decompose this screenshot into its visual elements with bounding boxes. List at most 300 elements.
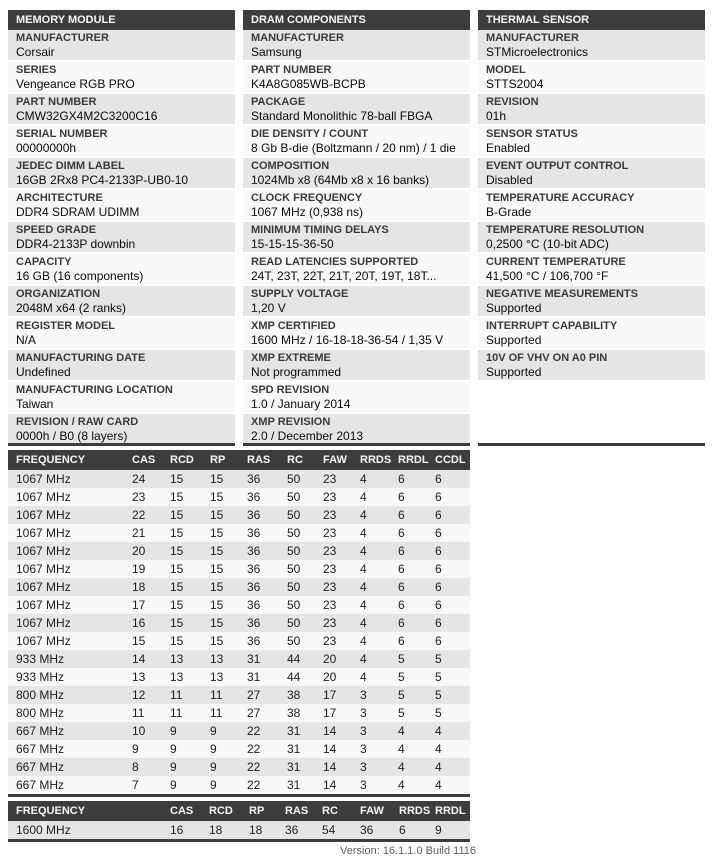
- timing-cell: 36: [247, 544, 261, 558]
- field-row: [478, 350, 705, 380]
- field-row: [8, 222, 235, 252]
- timing-cell: 3: [360, 742, 367, 756]
- timing-cell: 15: [170, 544, 184, 558]
- timing-cell: 38: [287, 688, 301, 702]
- table-row: [8, 596, 470, 614]
- field-value: Enabled: [486, 141, 531, 155]
- timing-cell: 20: [323, 652, 337, 666]
- field-value: N/A: [16, 333, 37, 347]
- timing-cell: 8: [132, 760, 139, 774]
- field-row: [243, 30, 470, 60]
- timing-cell: 36: [285, 823, 299, 837]
- timing-cell: 6: [435, 544, 442, 558]
- field-value: DDR4-2133P downbin: [16, 237, 136, 251]
- frequency-cell: 1067 MHz: [16, 472, 71, 486]
- timing-cell: 15: [210, 562, 224, 576]
- field-label: MANUFACTURING LOCATION: [16, 384, 173, 396]
- field-value: 16GB 2Rx8 PC4-2133P-UB0-10: [16, 173, 189, 187]
- timing-cell: 15: [210, 526, 224, 540]
- panel-dram-components: [243, 10, 470, 446]
- timing-cell: 6: [435, 490, 442, 504]
- timing-cell: 15: [210, 616, 224, 630]
- field-label: MODEL: [486, 64, 526, 76]
- timing-cell: 22: [247, 778, 261, 792]
- field-value: Supported: [486, 301, 542, 315]
- frequency-cell: 1067 MHz: [16, 616, 71, 630]
- panel-fields: [478, 30, 705, 380]
- timing-cell: 36: [247, 616, 261, 630]
- timing-cell: 36: [247, 526, 261, 540]
- field-label: INTERRUPT CAPABILITY: [486, 320, 618, 332]
- field-label: READ LATENCIES SUPPORTED: [251, 256, 419, 268]
- timing-cell: 17: [132, 598, 146, 612]
- timing-cell: 3: [360, 778, 367, 792]
- field-label: XMP EXTREME: [251, 352, 331, 364]
- table-row: [8, 632, 470, 650]
- timing-cell: 15: [210, 490, 224, 504]
- field-label: DIE DENSITY / COUNT: [251, 128, 369, 140]
- timing-cell: 6: [398, 616, 405, 630]
- timing-cell: 15: [210, 544, 224, 558]
- field-value: Undefined: [16, 365, 71, 379]
- timing-cell: 15: [170, 598, 184, 612]
- field-label: XMP CERTIFIED: [251, 320, 336, 332]
- timing-cell: 15: [210, 508, 224, 522]
- timing-cell: 50: [287, 472, 301, 486]
- frequency-cell: 1067 MHz: [16, 562, 71, 576]
- timing-cell: 23: [323, 508, 337, 522]
- field-row: [8, 382, 235, 412]
- field-row: [478, 254, 705, 284]
- frequency-cell: 933 MHz: [16, 652, 65, 666]
- timing-cell: 50: [287, 490, 301, 504]
- jedec-timing-table: [8, 450, 470, 797]
- timing-cell: 23: [323, 616, 337, 630]
- timing-cell: 23: [323, 562, 337, 576]
- timing-cell: 36: [247, 472, 261, 486]
- timing-cell: 16: [132, 616, 146, 630]
- timing-cell: 4: [398, 724, 405, 738]
- timing-cell: 22: [247, 724, 261, 738]
- field-label: COMPOSITION: [251, 160, 330, 172]
- timing-cell: 6: [398, 490, 405, 504]
- field-value: 0000h / B0 (8 layers): [16, 429, 128, 443]
- timing-cell: 36: [247, 490, 261, 504]
- timing-cell: 18: [249, 823, 263, 837]
- timing-cell: 23: [323, 526, 337, 540]
- xmp-timing-table: [8, 801, 470, 842]
- timing-cell: 5: [435, 652, 442, 666]
- timing-cell: 4: [435, 760, 442, 774]
- field-label: CLOCK FREQUENCY: [251, 192, 363, 204]
- field-value: 01h: [486, 109, 507, 123]
- field-row: [243, 414, 470, 444]
- field-row: [478, 158, 705, 188]
- field-row: [8, 414, 235, 444]
- timing-cell: 23: [323, 598, 337, 612]
- table-row: [8, 542, 470, 560]
- field-row: [8, 62, 235, 92]
- timing-cell: 22: [132, 508, 146, 522]
- timing-cell: 44: [287, 670, 301, 684]
- timing-cell: 13: [170, 670, 184, 684]
- timing-cell: 15: [210, 580, 224, 594]
- timing-cell: 50: [287, 634, 301, 648]
- timing-cell: 15: [170, 562, 184, 576]
- timing-cell: 36: [247, 508, 261, 522]
- field-label: TEMPERATURE RESOLUTION: [486, 224, 645, 236]
- frequency-cell: 1067 MHz: [16, 598, 71, 612]
- timing-cell: 9: [170, 724, 177, 738]
- field-row: [8, 190, 235, 220]
- timing-cell: 3: [360, 724, 367, 738]
- frequency-cell: 1067 MHz: [16, 634, 71, 648]
- column-header: RC: [287, 454, 303, 466]
- timing-cell: 15: [170, 472, 184, 486]
- field-value: 8 Gb B-die (Boltzmann / 20 nm) / 1 die: [251, 141, 456, 155]
- field-value: 2.0 / December 2013: [251, 429, 364, 443]
- timing-cell: 11: [132, 706, 145, 720]
- timing-cell: 14: [323, 742, 337, 756]
- field-label: PACKAGE: [251, 96, 306, 108]
- field-label: SUPPLY VOLTAGE: [251, 288, 349, 300]
- timing-cell: 5: [398, 706, 405, 720]
- timing-cell: 6: [398, 526, 405, 540]
- column-header: FREQUENCY: [16, 805, 86, 817]
- field-row: [243, 382, 470, 412]
- timing-cell: 3: [360, 706, 367, 720]
- version-text: Version: 16.1.1.0 Build 1116: [340, 845, 476, 857]
- timing-cell: 6: [435, 562, 442, 576]
- timing-cell: 31: [247, 670, 261, 684]
- field-row: [243, 62, 470, 92]
- table-row: [8, 578, 470, 596]
- timing-cell: 6: [399, 823, 406, 837]
- table-row: [8, 758, 470, 776]
- timing-cell: 5: [398, 688, 405, 702]
- timing-cell: 23: [323, 544, 337, 558]
- timing-cell: 11: [170, 706, 183, 720]
- timing-cell: 4: [360, 670, 367, 684]
- column-header: CCDL: [435, 454, 466, 466]
- timing-cell: 5: [435, 706, 442, 720]
- timing-cell: 4: [435, 724, 442, 738]
- field-value: 15-15-15-36-50: [251, 237, 334, 251]
- column-header: RCD: [209, 805, 233, 817]
- timing-cell: 36: [247, 562, 261, 576]
- timing-cell: 9: [435, 823, 442, 837]
- timing-cell: 17: [323, 706, 337, 720]
- timing-cell: 7: [132, 778, 139, 792]
- timing-cell: 50: [287, 508, 301, 522]
- field-value: Vengeance RGB PRO: [16, 77, 135, 91]
- field-row: [8, 318, 235, 348]
- timing-cell: 4: [360, 616, 367, 630]
- table-row: [8, 704, 470, 722]
- field-value: B-Grade: [486, 205, 532, 219]
- field-row: [478, 222, 705, 252]
- table-row: [8, 668, 470, 686]
- info-panels: [8, 10, 706, 446]
- timing-cell: 23: [323, 634, 337, 648]
- timing-cell: 16: [170, 823, 184, 837]
- column-header: RAS: [285, 805, 309, 817]
- timing-cell: 36: [247, 598, 261, 612]
- frequency-cell: 800 MHz: [16, 688, 65, 702]
- timing-cell: 50: [287, 580, 301, 594]
- field-value: Supported: [486, 333, 542, 347]
- frequency-cell: 667 MHz: [16, 760, 65, 774]
- timing-cell: 4: [398, 760, 405, 774]
- field-value: 1600 MHz / 16-18-18-36-54 / 1,35 V: [251, 333, 444, 347]
- timing-cell: 13: [170, 652, 184, 666]
- table-row: [8, 686, 470, 704]
- timing-cell: 10: [132, 724, 146, 738]
- timing-cell: 23: [323, 472, 337, 486]
- timing-cell: 20: [132, 544, 146, 558]
- table-row: [8, 470, 470, 488]
- frequency-cell: 1067 MHz: [16, 490, 71, 504]
- field-value: Corsair: [16, 45, 55, 59]
- field-value: 1024Mb x8 (64Mb x8 x 16 banks): [251, 173, 430, 187]
- table-row: [8, 488, 470, 506]
- column-header: RP: [249, 805, 265, 817]
- timing-cell: 13: [132, 670, 146, 684]
- field-value: CMW32GX4M2C3200C16: [16, 109, 158, 123]
- timing-cell: 13: [210, 670, 224, 684]
- frequency-cell: 1067 MHz: [16, 508, 71, 522]
- field-label: TEMPERATURE ACCURACY: [486, 192, 635, 204]
- field-label: ORGANIZATION: [16, 288, 101, 300]
- timing-cell: 5: [398, 670, 405, 684]
- timing-cell: 6: [435, 580, 442, 594]
- field-label: MINIMUM TIMING DELAYS: [251, 224, 389, 236]
- table-row: [8, 722, 470, 740]
- field-row: [243, 190, 470, 220]
- timing-cell: 15: [170, 508, 184, 522]
- timing-cell: 14: [323, 760, 337, 774]
- timing-cell: 31: [287, 778, 301, 792]
- timing-cell: 14: [323, 724, 337, 738]
- timing-cell: 6: [398, 544, 405, 558]
- timing-cell: 9: [210, 724, 217, 738]
- timing-cell: 6: [435, 526, 442, 540]
- field-label: MANUFACTURER: [251, 32, 344, 44]
- timing-cell: 6: [435, 472, 442, 486]
- field-row: [8, 94, 235, 124]
- field-row: [478, 286, 705, 316]
- field-row: [243, 318, 470, 348]
- panel-memory-module: [8, 10, 235, 446]
- timing-cell: 18: [209, 823, 223, 837]
- field-label: REVISION: [486, 96, 539, 108]
- field-value: K4A8G085WB-BCPB: [251, 77, 366, 91]
- table-row: [8, 524, 470, 542]
- timing-cell: 4: [360, 652, 367, 666]
- column-header: CAS: [170, 805, 194, 817]
- timing-cell: 31: [247, 652, 261, 666]
- field-value: STMicroelectronics: [486, 45, 589, 59]
- table-row: [8, 650, 470, 668]
- timing-cell: 4: [435, 742, 442, 756]
- table-row: [8, 740, 470, 758]
- timing-cell: 11: [210, 706, 223, 720]
- timing-cell: 15: [210, 634, 224, 648]
- column-header: RRDS: [360, 454, 392, 466]
- timing-cell: 6: [435, 508, 442, 522]
- column-header: RRDL: [435, 805, 466, 817]
- field-label: PART NUMBER: [251, 64, 332, 76]
- timing-cell: 9: [132, 742, 139, 756]
- timing-cell: 22: [247, 742, 261, 756]
- frequency-cell: 1067 MHz: [16, 580, 71, 594]
- field-label: SPEED GRADE: [16, 224, 97, 236]
- timing-cell: 11: [170, 688, 183, 702]
- timing-cell: 36: [360, 823, 374, 837]
- field-row: [8, 30, 235, 60]
- column-header: RRDL: [398, 454, 429, 466]
- field-label: EVENT OUTPUT CONTROL: [486, 160, 629, 172]
- frequency-cell: 667 MHz: [16, 778, 65, 792]
- column-header: RC: [322, 805, 338, 817]
- timing-cell: 31: [287, 742, 301, 756]
- panel-title: THERMAL SENSOR: [478, 10, 705, 30]
- timing-cell: 31: [287, 760, 301, 774]
- table-row: [8, 560, 470, 578]
- frequency-cell: 667 MHz: [16, 742, 65, 756]
- timing-cell: 44: [287, 652, 301, 666]
- field-value: Samsung: [251, 45, 302, 59]
- field-row: [8, 254, 235, 284]
- field-value: Supported: [486, 365, 542, 379]
- timing-cell: 6: [398, 508, 405, 522]
- field-label: REVISION / RAW CARD: [16, 416, 139, 428]
- timing-cell: 36: [247, 634, 261, 648]
- field-value: Disabled: [486, 173, 533, 187]
- field-value: Taiwan: [16, 397, 54, 411]
- timing-cell: 38: [287, 706, 301, 720]
- frequency-cell: 1067 MHz: [16, 526, 71, 540]
- timing-cell: 4: [360, 526, 367, 540]
- timing-cell: 12: [132, 688, 146, 702]
- field-label: ARCHITECTURE: [16, 192, 103, 204]
- table-row: [8, 614, 470, 632]
- column-header: FREQUENCY: [16, 454, 86, 466]
- frequency-cell: 800 MHz: [16, 706, 65, 720]
- field-value: 2048M x64 (2 ranks): [16, 301, 127, 315]
- timing-cell: 23: [323, 580, 337, 594]
- timing-cell: 15: [170, 580, 184, 594]
- field-value: 1.0 / January 2014: [251, 397, 351, 411]
- timing-cell: 15: [210, 598, 224, 612]
- timing-cell: 50: [287, 616, 301, 630]
- field-label: NEGATIVE MEASUREMENTS: [486, 288, 638, 300]
- column-header: CAS: [132, 454, 156, 466]
- timing-cell: 4: [360, 598, 367, 612]
- timing-cell: 6: [398, 598, 405, 612]
- field-label: SENSOR STATUS: [486, 128, 578, 140]
- field-row: [243, 222, 470, 252]
- timing-cell: 6: [398, 634, 405, 648]
- timing-cell: 24: [132, 472, 146, 486]
- timing-cell: 6: [435, 598, 442, 612]
- field-value: STTS2004: [486, 77, 544, 91]
- panel-fields: [243, 30, 470, 444]
- field-label: PART NUMBER: [16, 96, 97, 108]
- timing-cell: 21: [132, 526, 146, 540]
- field-label: XMP REVISION: [251, 416, 331, 428]
- timing-cell: 14: [132, 652, 146, 666]
- timing-cell: 4: [360, 508, 367, 522]
- timing-cell: 50: [287, 544, 301, 558]
- field-label: JEDEC DIMM LABEL: [16, 160, 125, 172]
- timing-cell: 31: [287, 724, 301, 738]
- timing-cell: 17: [323, 688, 337, 702]
- timing-cell: 13: [210, 652, 224, 666]
- timing-cell: 3: [360, 688, 367, 702]
- column-header: RAS: [247, 454, 271, 466]
- field-row: [478, 318, 705, 348]
- field-row: [8, 158, 235, 188]
- timing-cell: 15: [170, 634, 184, 648]
- column-header: RCD: [170, 454, 194, 466]
- timing-cell: 9: [170, 760, 177, 774]
- panel-title: MEMORY MODULE: [8, 10, 235, 30]
- timing-cell: 9: [210, 778, 217, 792]
- field-value: 1067 MHz (0,938 ns): [251, 205, 364, 219]
- timing-cell: 15: [170, 616, 184, 630]
- column-header: FAW: [360, 805, 384, 817]
- timing-cell: 23: [132, 490, 146, 504]
- timing-cell: 18: [132, 580, 146, 594]
- field-row: [243, 94, 470, 124]
- field-label: MANUFACTURING DATE: [16, 352, 146, 364]
- timing-cell: 5: [398, 652, 405, 666]
- timing-cell: 14: [323, 778, 337, 792]
- field-row: [478, 94, 705, 124]
- timing-cell: 22: [247, 760, 261, 774]
- column-header: RRDS: [399, 805, 431, 817]
- timing-cell: 50: [287, 562, 301, 576]
- timing-cell: 4: [398, 778, 405, 792]
- field-label: MANUFACTURER: [486, 32, 579, 44]
- timing-cell: 15: [132, 634, 146, 648]
- field-label: MANUFACTURER: [16, 32, 109, 44]
- field-row: [243, 158, 470, 188]
- timing-cell: 6: [435, 634, 442, 648]
- timing-cell: 20: [323, 670, 337, 684]
- field-value: 1,20 V: [251, 301, 286, 315]
- timing-cell: 9: [170, 742, 177, 756]
- timing-cell: 6: [398, 472, 405, 486]
- field-label: SERIES: [16, 64, 57, 76]
- field-row: [243, 350, 470, 380]
- field-value: 0,2500 °C (10-bit ADC): [486, 237, 609, 251]
- timing-cell: 4: [435, 778, 442, 792]
- frequency-cell: 933 MHz: [16, 670, 65, 684]
- timing-cell: 9: [210, 742, 217, 756]
- timing-cell: 15: [170, 526, 184, 540]
- timing-cell: 27: [247, 688, 261, 702]
- timing-cell: 50: [287, 526, 301, 540]
- field-value: 24T, 23T, 22T, 21T, 20T, 19T, 18T...: [251, 269, 437, 283]
- timing-cell: 50: [287, 598, 301, 612]
- timing-cell: 23: [323, 490, 337, 504]
- field-row: [478, 30, 705, 60]
- field-row: [478, 126, 705, 156]
- panel-thermal-sensor: [478, 10, 705, 446]
- timing-cell: 6: [435, 616, 442, 630]
